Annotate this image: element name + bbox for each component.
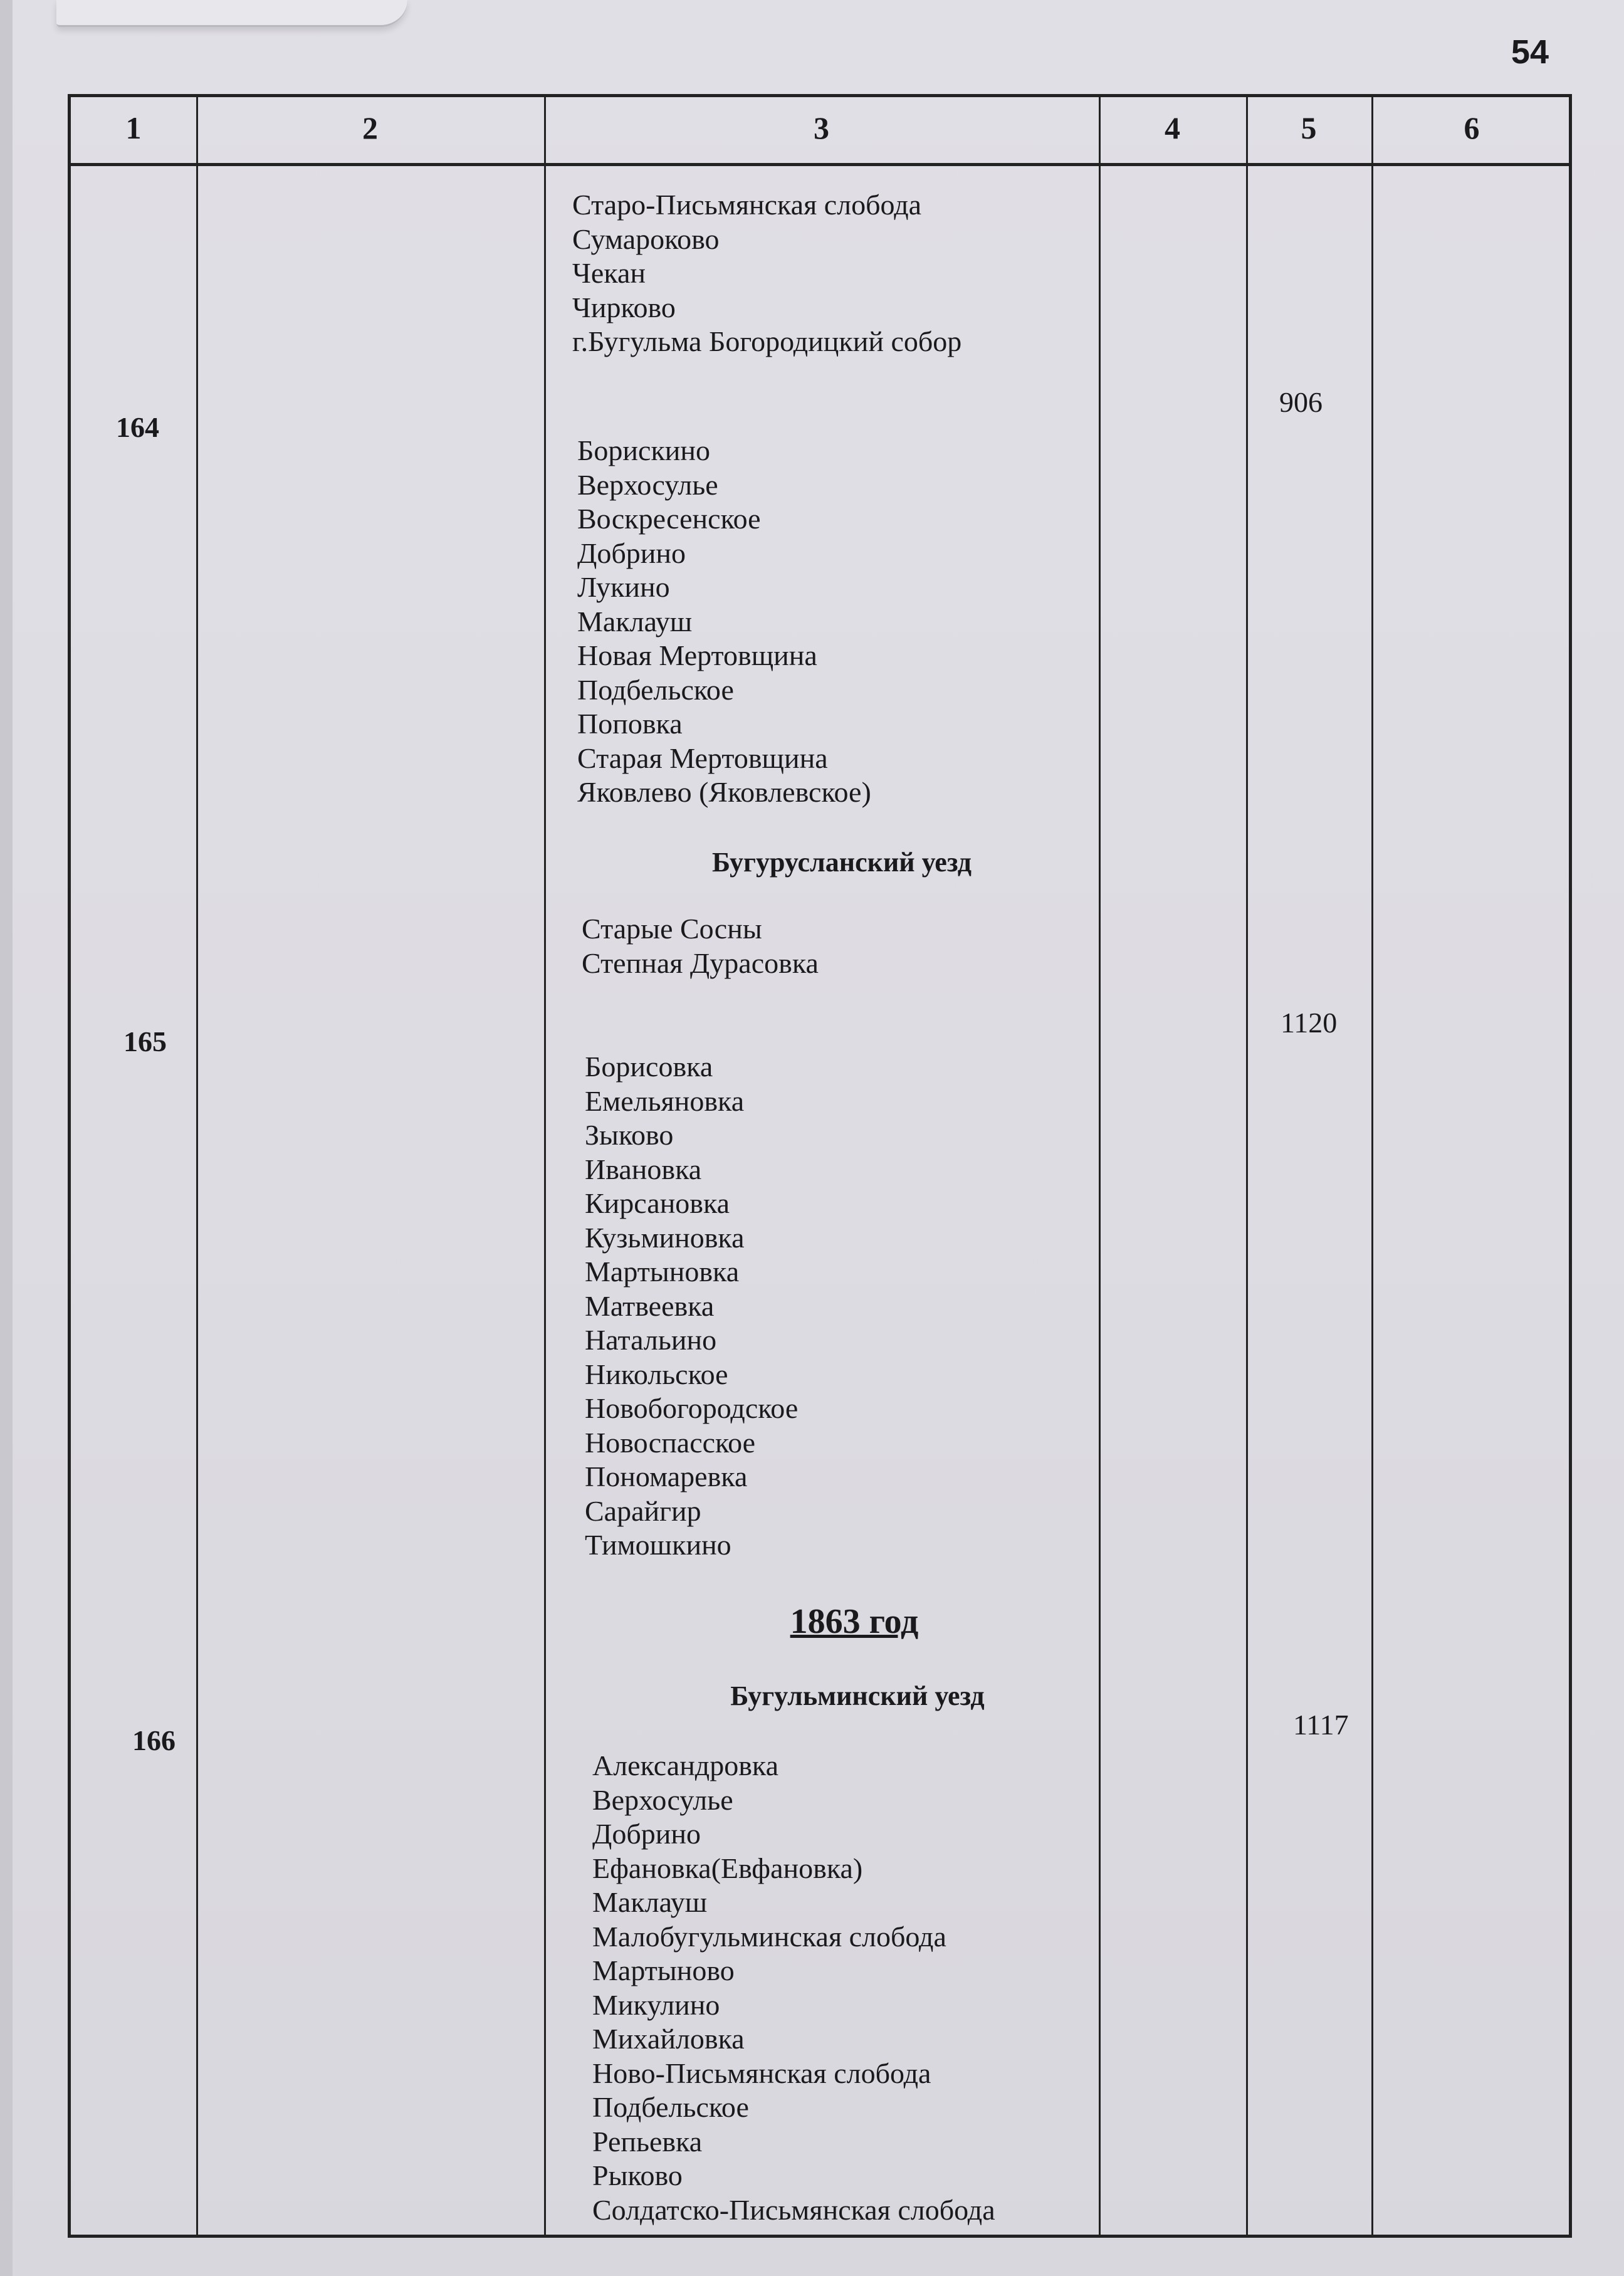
place-item: Михайловка [592, 2023, 745, 2055]
header-col-2: 2 [362, 110, 378, 145]
place-item: Чирково [572, 291, 676, 323]
place-item: Маклауш [592, 1886, 708, 1918]
column-divider [1246, 97, 1248, 2235]
place-item: Маклауш [577, 605, 693, 637]
place-item: Подбельское [577, 673, 734, 706]
year-heading: 1863 год [790, 1602, 919, 1641]
place-list [582, 912, 819, 980]
place-item: Малобугульминская слобода [592, 1920, 946, 1953]
document-page [13, 0, 1624, 2276]
place-item: Старые Сосны [582, 913, 762, 945]
column-divider [1099, 97, 1101, 2235]
header-col-4: 4 [1165, 110, 1180, 145]
register-table [68, 94, 1572, 2238]
place-list [585, 1050, 798, 1563]
row-number: 165 [123, 1025, 167, 1057]
place-item: Борискино [577, 434, 711, 466]
place-item: Ефановка(Евфановка) [592, 1852, 863, 1884]
place-item: Микулино [592, 1988, 720, 2021]
place-item: Матвеевка [585, 1289, 715, 1322]
place-item: Борисовка [585, 1051, 713, 1083]
place-item: Новоспасское [585, 1426, 756, 1459]
place-item: г.Бугульма Богородицкий собор [572, 325, 962, 357]
col5-value: 906 [1279, 386, 1323, 418]
place-item: Емельяновка [585, 1084, 745, 1117]
folded-paper-tab [56, 0, 407, 27]
place-item: Репьевка [592, 2125, 703, 2158]
header-col-3: 3 [814, 110, 829, 145]
row-number: 166 [132, 1724, 175, 1756]
place-item: Чекан [572, 257, 646, 289]
header-col-6: 6 [1464, 110, 1480, 145]
column-divider [1371, 97, 1373, 2235]
page-number: 54 [1511, 33, 1549, 71]
place-item: Ново-Письмянская слобода [592, 2057, 931, 2089]
place-item: Кирсановка [585, 1187, 730, 1219]
column-divider [196, 97, 198, 2235]
col5-value: 1120 [1281, 1007, 1338, 1039]
place-item: Мартыново [592, 1954, 735, 1986]
place-item: Никольское [585, 1358, 728, 1390]
place-item: Старо-Письмянская слобода [572, 189, 922, 221]
place-item: Яковлево (Яковлевское) [577, 776, 871, 808]
place-item: Лукино [577, 571, 670, 603]
place-item: Ивановка [585, 1153, 702, 1185]
place-item: Верхосулье [592, 1783, 733, 1816]
table-header-row [71, 97, 1569, 166]
place-item: Новобогородское [585, 1392, 799, 1424]
place-item: Подбельское [592, 2091, 749, 2123]
section-heading: Бугурусланский уезд [712, 847, 972, 878]
place-item: Солдатско-Письмянская слобода [592, 2193, 995, 2226]
place-item: Верхосулье [577, 468, 718, 501]
place-item: Рыково [592, 2159, 683, 2191]
place-item: Поповка [577, 708, 683, 740]
place-item: Александровка [592, 1749, 779, 1781]
header-col-5: 5 [1301, 110, 1317, 145]
binding-edge [0, 0, 14, 2276]
place-item: Старая Мертовщина [577, 742, 828, 774]
column-divider [544, 97, 546, 2235]
col5-value: 1117 [1293, 1709, 1349, 1741]
place-list [592, 1749, 995, 2227]
place-item: Зыково [585, 1119, 674, 1151]
place-item: Натальино [585, 1324, 717, 1356]
place-item: Добрино [592, 1818, 701, 1850]
place-item: Новая Мертовщина [577, 639, 817, 671]
place-item: Воскресенское [577, 503, 761, 535]
place-item: Мартыновка [585, 1256, 740, 1287]
header-col-1: 1 [125, 110, 142, 145]
row-number: 164 [116, 411, 159, 443]
place-item: Тимошкино [585, 1529, 731, 1561]
place-item: Степная Дурасовка [582, 947, 819, 979]
place-item: Добрино [577, 537, 686, 569]
place-item: Кузьминовка [585, 1221, 745, 1254]
place-item: Сумароково [572, 223, 720, 255]
place-item: Пономаревка [585, 1461, 748, 1492]
place-item: Сарайгир [585, 1494, 701, 1527]
section-heading: Бугульминский уезд [730, 1681, 985, 1711]
place-list [572, 188, 961, 359]
place-list [577, 434, 871, 810]
